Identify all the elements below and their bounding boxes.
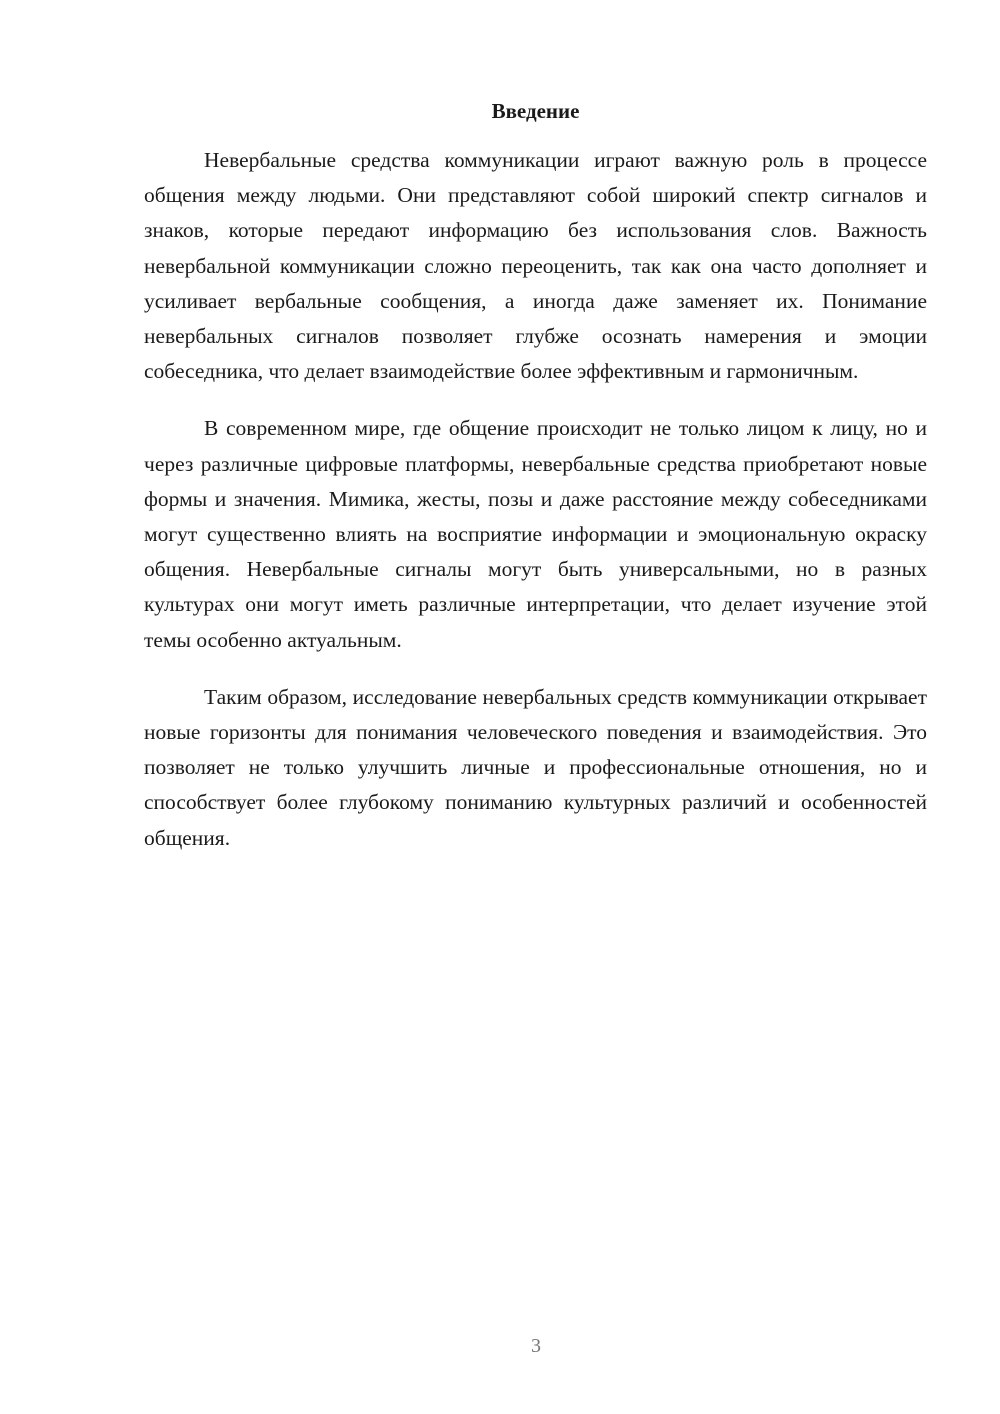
paragraph-1: Невербальные средства коммуникации играют важную роль в процессе общения между людьми. Они представляют собой широкий спектр сигналов и знаков, которые передают информацию без использования слов. Важность невербальной коммуникации сложно переоценить, так как она часто дополняет и усиливает вербальные сообщения, а иногда даже заменяет их. Понимание невербальных сигналов позволяет глубже осознать намерения и эмоции собеседника, что делает взаимодействие более эффективным и гармоничным. [144, 148, 927, 384]
page-number: 3 [531, 1335, 541, 1357]
paragraph-3: Таким образом, исследование невербальных средств коммуникации открывает новые горизонты для понимания человеческого поведения и взаимодействия. Это позволяет не только улучшить личные и профессиональные отношения, но и способствует более глубокому пониманию культурных различий и особенностей общения. [144, 684, 927, 850]
section-heading: Введение [491, 99, 580, 123]
body-text [144, 143, 927, 878]
paragraph-2: В современном мире, где общение происходит не только лицом к лицу, но и через различные цифровые платформы, невербальные средства приобретают новые формы и значения. Мимика, жесты, позы и даже расстояние между собеседниками могут существенно влиять на восприятие информации и эмоциональную окраску общения. Невербальные сигналы могут быть универсальными, но в разных культурах они могут иметь различные интерпретации, что делает изучение этой темы особенно актуальным. [144, 416, 927, 652]
